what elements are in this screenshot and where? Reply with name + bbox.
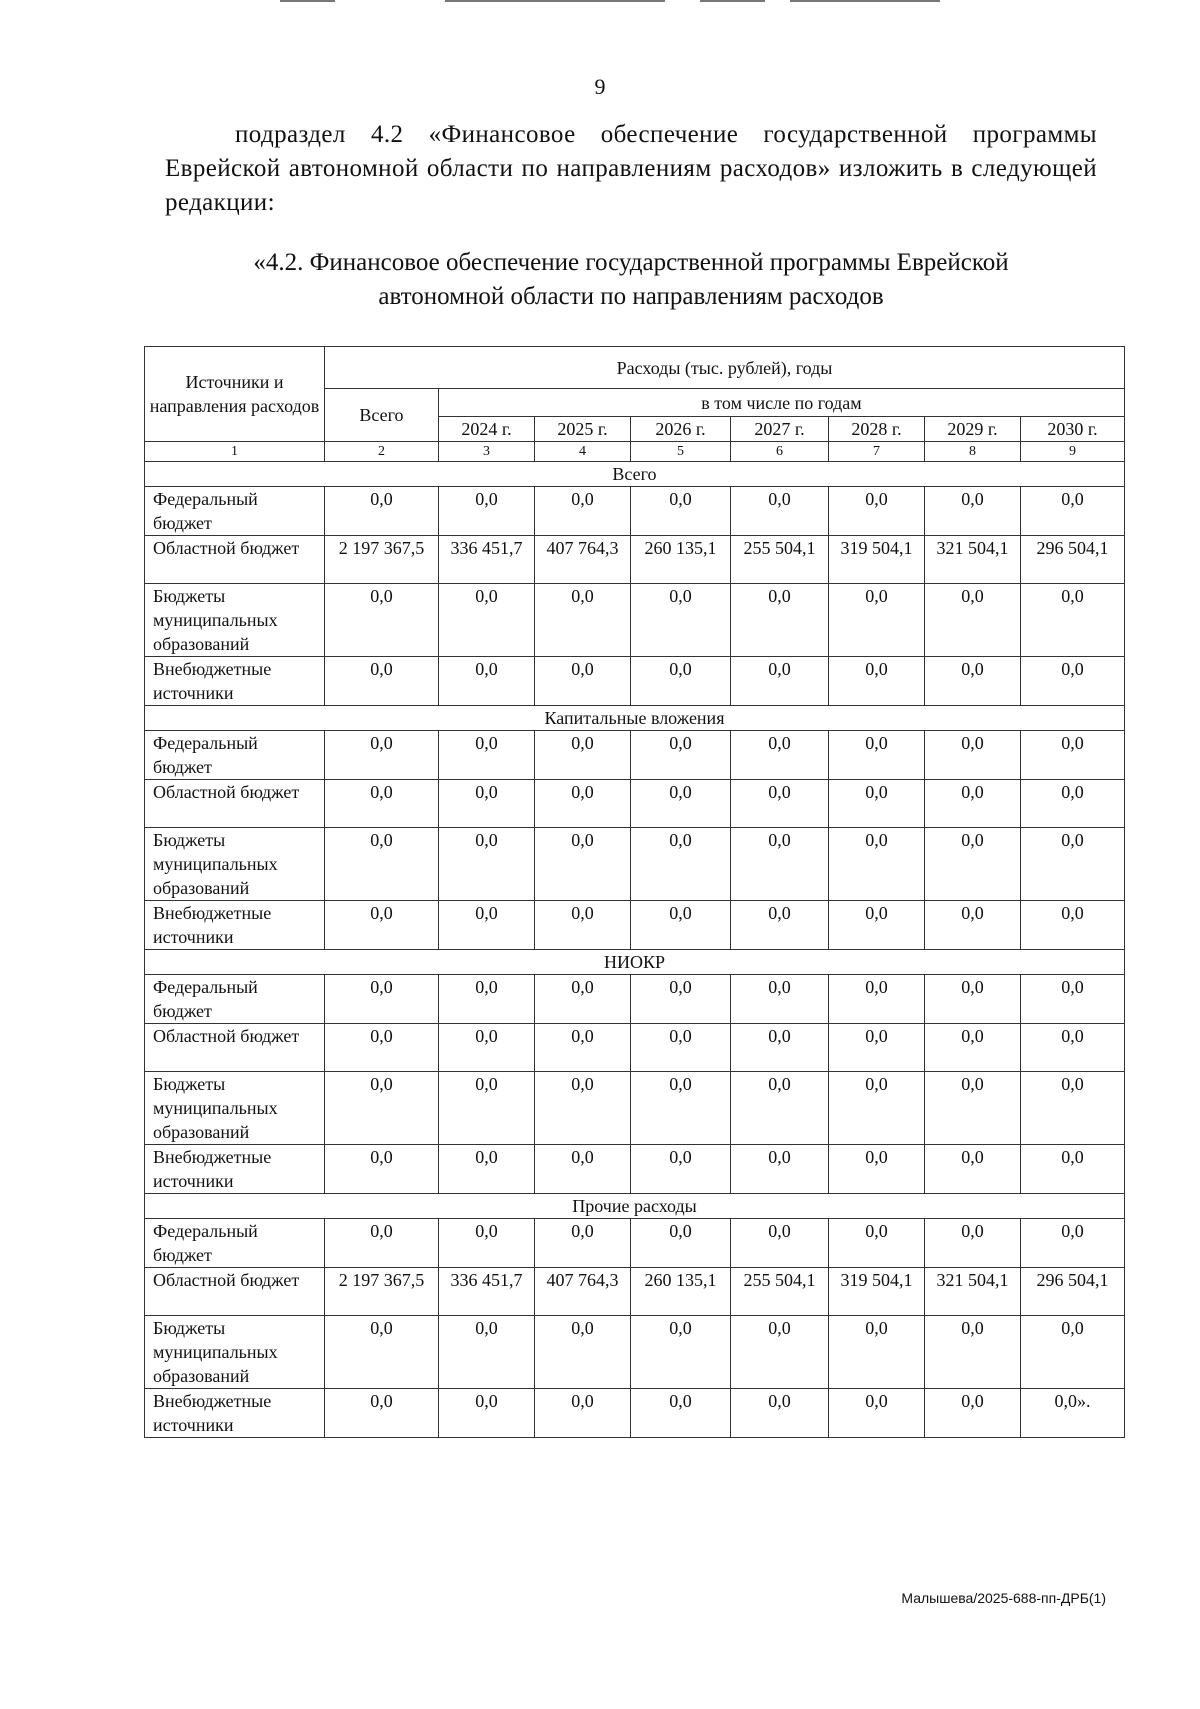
row-label: Внебюджетные источники xyxy=(145,1145,325,1194)
scan-artifact-line xyxy=(280,0,335,2)
table-cell: 0,0 xyxy=(325,1072,439,1145)
group-title: НИОКР xyxy=(145,950,1125,975)
header-year: 2025 г. xyxy=(535,417,631,442)
table-cell: 0,0 xyxy=(829,657,925,706)
page-number: 9 xyxy=(594,74,606,99)
table-cell: 407 764,3 xyxy=(535,536,631,584)
table-cell: 0,0 xyxy=(535,780,631,828)
header-including: в том числе по годам xyxy=(439,389,1125,417)
group-title: Прочие расходы xyxy=(145,1194,1125,1219)
table-cell: 0,0 xyxy=(731,901,829,950)
table-cell: 0,0 xyxy=(535,1219,631,1268)
table-cell: 0,0 xyxy=(1021,1145,1125,1194)
group-title: Всего xyxy=(145,462,1125,487)
table-cell: 0,0 xyxy=(829,1072,925,1145)
table-cell: 0,0 xyxy=(439,975,535,1024)
column-number: 2 xyxy=(325,442,439,462)
table-cell: 407 764,3 xyxy=(535,1268,631,1316)
table-cell: 0,0 xyxy=(631,584,731,657)
table-row xyxy=(145,1389,1125,1438)
table-cell: 0,0 xyxy=(439,1072,535,1145)
column-number: 4 xyxy=(535,442,631,462)
table-cell: 0,0 xyxy=(325,1316,439,1389)
table-cell: 255 504,1 xyxy=(731,1268,829,1316)
table-cell: 0,0 xyxy=(325,1219,439,1268)
row-label: Внебюджетные источники xyxy=(145,1389,325,1438)
row-label: Федеральный бюджет xyxy=(145,1219,325,1268)
table-cell: 0,0 xyxy=(1021,1024,1125,1072)
column-number: 6 xyxy=(731,442,829,462)
table-cell: 0,0 xyxy=(631,1389,731,1438)
table-cell: 0,0 xyxy=(829,1316,925,1389)
table-row xyxy=(145,1316,1125,1389)
table-cell: 0,0 xyxy=(1021,584,1125,657)
header-total: Всего xyxy=(325,389,439,442)
row-label: Бюджеты муниципальных образований xyxy=(145,1316,325,1389)
table-cell: 0,0 xyxy=(439,731,535,780)
table-cell: 0,0 xyxy=(731,975,829,1024)
table-cell: 0,0 xyxy=(439,828,535,901)
table-cell: 319 504,1 xyxy=(829,1268,925,1316)
table-row xyxy=(145,780,1125,828)
table-row xyxy=(145,1145,1125,1194)
table-cell: 0,0 xyxy=(631,487,731,536)
row-label: Федеральный бюджет xyxy=(145,975,325,1024)
table-cell: 0,0 xyxy=(731,1024,829,1072)
table-cell: 0,0 xyxy=(925,780,1021,828)
column-number: 3 xyxy=(439,442,535,462)
table-cell: 0,0 xyxy=(535,901,631,950)
table-cell: 0,0 xyxy=(631,657,731,706)
table-cell: 0,0 xyxy=(439,1145,535,1194)
table-cell: 255 504,1 xyxy=(731,536,829,584)
table-cell: 0,0 xyxy=(731,1389,829,1438)
table-cell: 0,0 xyxy=(631,828,731,901)
group-header-row xyxy=(145,462,1125,487)
row-label: Федеральный бюджет xyxy=(145,487,325,536)
table-cell: 0,0 xyxy=(325,731,439,780)
table-cell: 0,0 xyxy=(535,731,631,780)
table-cell: 319 504,1 xyxy=(829,536,925,584)
table-cell: 0,0 xyxy=(731,487,829,536)
table-cell: 0,0 xyxy=(325,487,439,536)
table-row xyxy=(145,657,1125,706)
header-year: 2024 г. xyxy=(439,417,535,442)
table-cell: 0,0 xyxy=(925,731,1021,780)
row-label: Федеральный бюджет xyxy=(145,731,325,780)
table-cell: 0,0 xyxy=(731,780,829,828)
table-row xyxy=(145,487,1125,536)
table-cell: 0,0 xyxy=(731,1316,829,1389)
table-cell: 0,0 xyxy=(325,780,439,828)
table-cell: 0,0 xyxy=(325,657,439,706)
table-cell: 0,0 xyxy=(1021,657,1125,706)
table-cell: 0,0 xyxy=(535,1072,631,1145)
table-cell: 0,0 xyxy=(631,780,731,828)
table-cell: 0,0 xyxy=(631,1072,731,1145)
table-cell: 0,0 xyxy=(1021,731,1125,780)
group-header-row xyxy=(145,706,1125,731)
table-cell: 0,0 xyxy=(535,657,631,706)
header-year: 2028 г. xyxy=(829,417,925,442)
table-cell: 0,0 xyxy=(631,731,731,780)
table-cell: 0,0 xyxy=(325,1024,439,1072)
table-cell: 0,0 xyxy=(325,1145,439,1194)
table-cell: 0,0 xyxy=(925,1024,1021,1072)
intro-paragraph: подраздел 4.2 «Финансовое обеспечение государственной программы Еврейской автономной области по направлениям расходов» изложить в следующей редакции: xyxy=(165,121,1097,216)
table-cell: 0,0 xyxy=(925,657,1021,706)
table-cell: 0,0 xyxy=(439,1316,535,1389)
table-cell: 0,0 xyxy=(1021,901,1125,950)
table-row xyxy=(145,1268,1125,1316)
table-row xyxy=(145,536,1125,584)
document-code: Малышева/2025-688-пп-ДРБ(1) xyxy=(901,1590,1106,1606)
table-cell: 0,0 xyxy=(925,975,1021,1024)
table-cell: 2 197 367,5 xyxy=(325,536,439,584)
table-cell: 0,0 xyxy=(925,828,1021,901)
table-cell: 0,0 xyxy=(731,1072,829,1145)
table-cell: 0,0 xyxy=(1021,1219,1125,1268)
header-year: 2029 г. xyxy=(925,417,1021,442)
table-cell: 0,0 xyxy=(631,975,731,1024)
table-cell: 0,0 xyxy=(925,901,1021,950)
row-label: Бюджеты муниципальных образований xyxy=(145,584,325,657)
table-cell: 336 451,7 xyxy=(439,1268,535,1316)
table-cell: 0,0 xyxy=(829,975,925,1024)
row-label: Областной бюджет xyxy=(145,536,325,584)
table-cell: 0,0 xyxy=(535,487,631,536)
table-cell: 0,0 xyxy=(731,657,829,706)
table-cell: 0,0 xyxy=(535,584,631,657)
header-year: 2027 г. xyxy=(731,417,829,442)
table-cell: 0,0 xyxy=(731,584,829,657)
table-row xyxy=(145,828,1125,901)
table-cell: 0,0 xyxy=(439,1389,535,1438)
row-label: Бюджеты муниципальных образований xyxy=(145,1072,325,1145)
row-label: Областной бюджет xyxy=(145,1024,325,1072)
table-cell: 0,0 xyxy=(631,1219,731,1268)
group-header-row xyxy=(145,1194,1125,1219)
table-cell: 2 197 367,5 xyxy=(325,1268,439,1316)
table-cell: 0,0 xyxy=(325,828,439,901)
table-cell: 0,0 xyxy=(1021,1316,1125,1389)
table-cell: 0,0 xyxy=(829,1024,925,1072)
table-cell: 0,0 xyxy=(1021,975,1125,1024)
table-cell: 0,0 xyxy=(439,1219,535,1268)
table-cell: 0,0 xyxy=(829,731,925,780)
row-label: Областной бюджет xyxy=(145,1268,325,1316)
table-cell: 0,0 xyxy=(325,975,439,1024)
table-cell: 0,0 xyxy=(925,1145,1021,1194)
table-cell: 0,0 xyxy=(631,1145,731,1194)
row-label: Областной бюджет xyxy=(145,780,325,828)
table-cell: 0,0 xyxy=(439,584,535,657)
table-cell: 0,0 xyxy=(829,1219,925,1268)
table-cell: 0,0 xyxy=(925,487,1021,536)
scan-artifact-line xyxy=(445,0,665,2)
table-cell: 0,0 xyxy=(1021,487,1125,536)
table-cell: 0,0». xyxy=(1021,1389,1125,1438)
table-row xyxy=(145,901,1125,950)
table-cell: 0,0 xyxy=(631,901,731,950)
table-cell: 260 135,1 xyxy=(631,536,731,584)
table-cell: 0,0 xyxy=(439,487,535,536)
table-cell: 0,0 xyxy=(829,1145,925,1194)
header-expenses: Расходы (тыс. рублей), годы xyxy=(325,347,1125,389)
table-cell: 0,0 xyxy=(829,584,925,657)
table-cell: 0,0 xyxy=(1021,780,1125,828)
table-cell: 0,0 xyxy=(439,901,535,950)
row-label: Бюджеты муниципальных образований xyxy=(145,828,325,901)
group-title: Капитальные вложения xyxy=(145,706,1125,731)
column-number: 5 xyxy=(631,442,731,462)
header-sources: Источники и направления расходов xyxy=(145,347,325,442)
column-number: 9 xyxy=(1021,442,1125,462)
column-number: 7 xyxy=(829,442,925,462)
header-year: 2030 г. xyxy=(1021,417,1125,442)
table-cell: 0,0 xyxy=(925,1072,1021,1145)
table-cell: 321 504,1 xyxy=(925,1268,1021,1316)
table-cell: 0,0 xyxy=(925,1389,1021,1438)
scan-artifact-line xyxy=(790,0,940,2)
table-cell: 0,0 xyxy=(439,1024,535,1072)
table-cell: 0,0 xyxy=(535,1024,631,1072)
table-cell: 336 451,7 xyxy=(439,536,535,584)
column-number: 8 xyxy=(925,442,1021,462)
scan-artifact-line xyxy=(700,0,765,2)
table-cell: 0,0 xyxy=(925,584,1021,657)
table-row xyxy=(145,731,1125,780)
table-cell: 260 135,1 xyxy=(631,1268,731,1316)
table-cell: 0,0 xyxy=(731,1219,829,1268)
table-cell: 0,0 xyxy=(731,828,829,901)
table-cell: 0,0 xyxy=(829,780,925,828)
table-cell: 0,0 xyxy=(731,1145,829,1194)
table-cell: 0,0 xyxy=(535,1145,631,1194)
table-row xyxy=(145,1024,1125,1072)
row-label: Внебюджетные источники xyxy=(145,657,325,706)
table-row xyxy=(145,584,1125,657)
table-cell: 0,0 xyxy=(829,901,925,950)
table-row xyxy=(145,1219,1125,1268)
table-cell: 0,0 xyxy=(535,1389,631,1438)
table-cell: 0,0 xyxy=(535,1316,631,1389)
table-cell: 0,0 xyxy=(731,731,829,780)
group-header-row xyxy=(145,950,1125,975)
table-cell: 0,0 xyxy=(535,828,631,901)
row-label: Внебюджетные источники xyxy=(145,901,325,950)
financing-table xyxy=(144,346,1125,1438)
table-cell: 321 504,1 xyxy=(925,536,1021,584)
table-cell: 0,0 xyxy=(325,584,439,657)
table-cell: 0,0 xyxy=(1021,1072,1125,1145)
table-cell: 0,0 xyxy=(439,780,535,828)
table-cell: 0,0 xyxy=(439,657,535,706)
table-cell: 0,0 xyxy=(631,1024,731,1072)
section-title-line: автономной области по направлениям расходов xyxy=(378,283,884,310)
table-cell: 0,0 xyxy=(829,1389,925,1438)
table-cell: 0,0 xyxy=(325,1389,439,1438)
table-cell: 0,0 xyxy=(631,1316,731,1389)
column-number: 1 xyxy=(145,442,325,462)
table-cell: 0,0 xyxy=(535,975,631,1024)
section-title-line: «4.2. Финансовое обеспечение государственной программы Еврейской xyxy=(253,249,1009,276)
header-year: 2026 г. xyxy=(631,417,731,442)
table-cell: 296 504,1 xyxy=(1021,536,1125,584)
table-cell: 296 504,1 xyxy=(1021,1268,1125,1316)
table-cell: 0,0 xyxy=(925,1219,1021,1268)
table-cell: 0,0 xyxy=(829,487,925,536)
table-cell: 0,0 xyxy=(325,901,439,950)
table-row xyxy=(145,1072,1125,1145)
table-cell: 0,0 xyxy=(1021,828,1125,901)
table-cell: 0,0 xyxy=(925,1316,1021,1389)
table-row xyxy=(145,975,1125,1024)
section-title xyxy=(150,246,1112,314)
table-cell: 0,0 xyxy=(829,828,925,901)
